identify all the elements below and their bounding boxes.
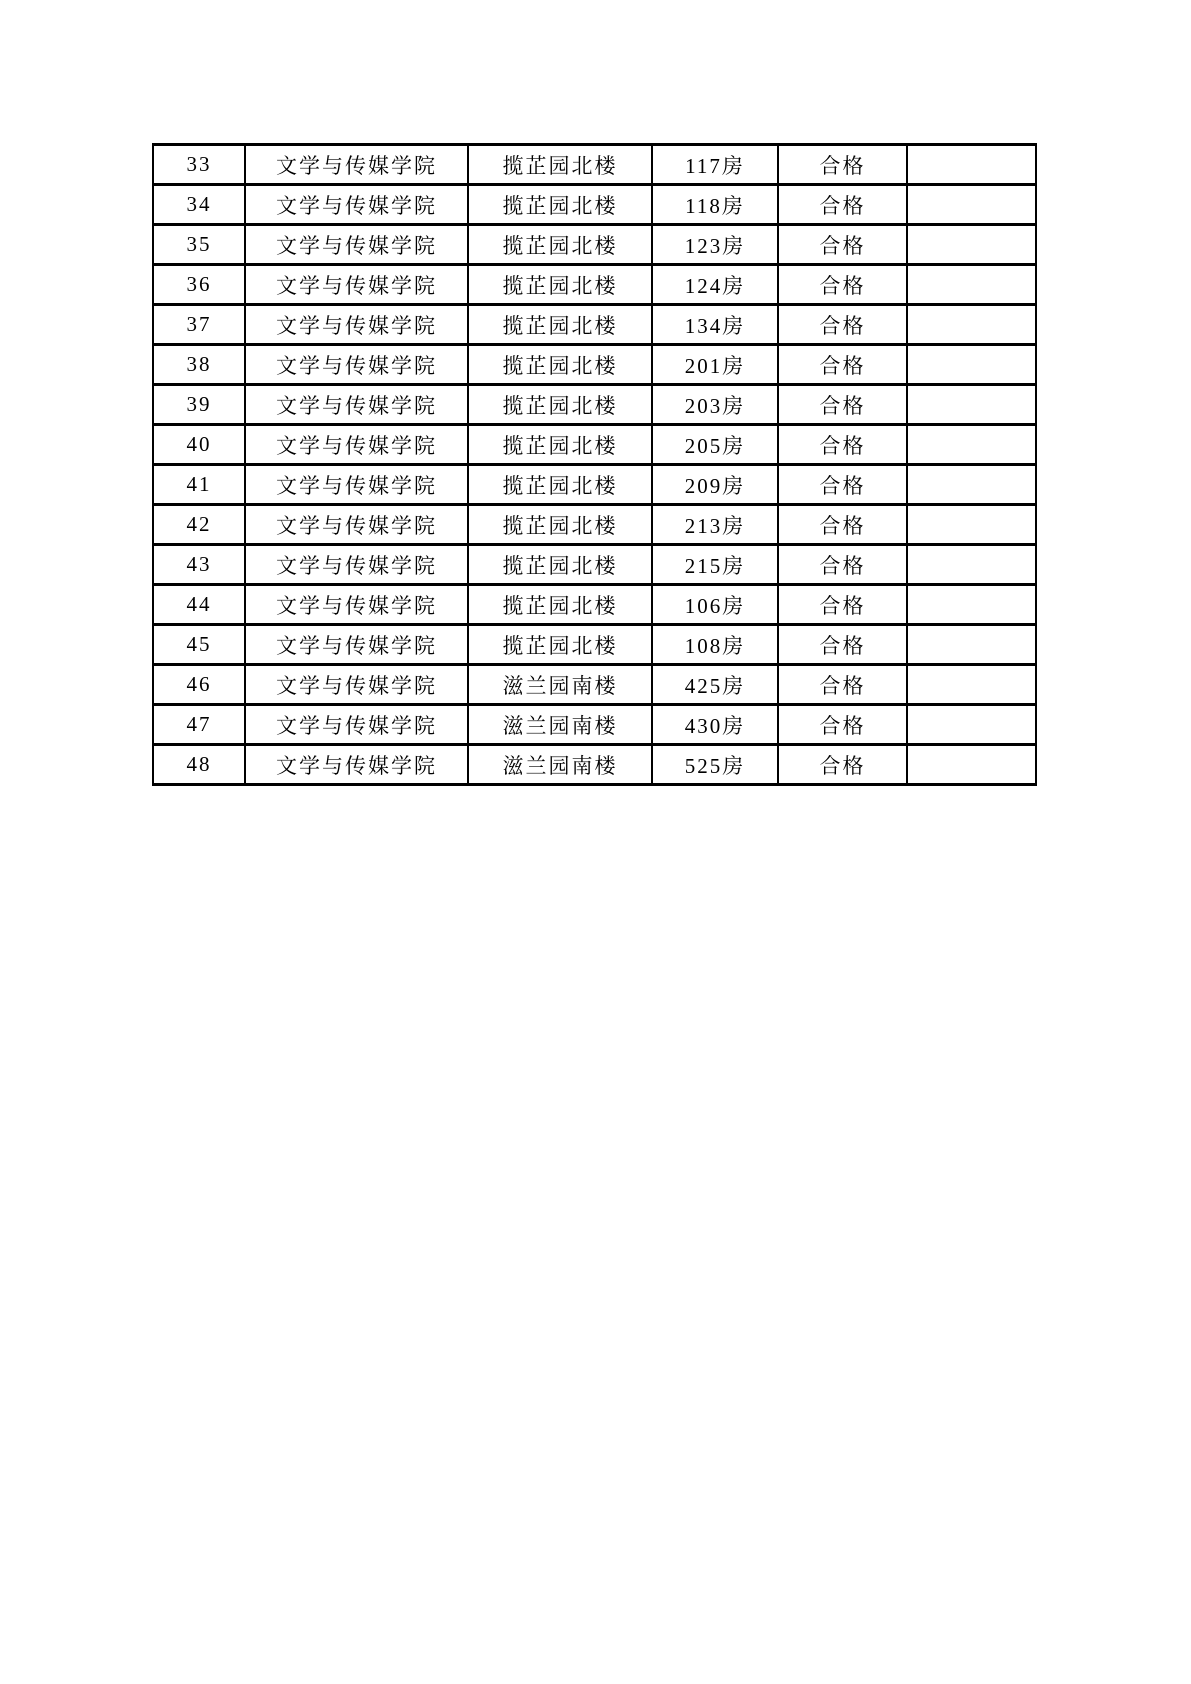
cell-room: 205房 (652, 425, 778, 465)
cell-remark (907, 345, 1036, 385)
cell-remark (907, 425, 1036, 465)
cell-remark (907, 665, 1036, 705)
table-row (153, 425, 1036, 465)
cell-college: 文学与传媒学院 (245, 225, 468, 265)
cell-college: 文学与传媒学院 (245, 185, 468, 225)
cell-result: 合格 (778, 345, 907, 385)
cell-result: 合格 (778, 505, 907, 545)
cell-result: 合格 (778, 265, 907, 305)
cell-index: 47 (153, 705, 245, 745)
cell-index: 40 (153, 425, 245, 465)
table-row (153, 185, 1036, 225)
cell-building: 揽芷园北楼 (468, 265, 652, 305)
cell-result: 合格 (778, 665, 907, 705)
table-row (153, 705, 1036, 745)
cell-remark (907, 705, 1036, 745)
cell-result: 合格 (778, 545, 907, 585)
table-row (153, 385, 1036, 425)
cell-building: 揽芷园北楼 (468, 185, 652, 225)
cell-college: 文学与传媒学院 (245, 145, 468, 185)
cell-result: 合格 (778, 385, 907, 425)
cell-remark (907, 385, 1036, 425)
cell-building: 揽芷园北楼 (468, 385, 652, 425)
cell-index: 44 (153, 585, 245, 625)
cell-result: 合格 (778, 145, 907, 185)
cell-building: 揽芷园北楼 (468, 625, 652, 665)
cell-result: 合格 (778, 625, 907, 665)
cell-building: 揽芷园北楼 (468, 505, 652, 545)
inspection-table-body (153, 145, 1036, 785)
cell-room: 201房 (652, 345, 778, 385)
cell-index: 48 (153, 745, 245, 785)
cell-room: 118房 (652, 185, 778, 225)
table-row (153, 145, 1036, 185)
cell-result: 合格 (778, 185, 907, 225)
cell-college: 文学与传媒学院 (245, 705, 468, 745)
cell-room: 209房 (652, 465, 778, 505)
cell-room: 430房 (652, 705, 778, 745)
cell-remark (907, 185, 1036, 225)
cell-remark (907, 505, 1036, 545)
table-row (153, 225, 1036, 265)
table-row (153, 585, 1036, 625)
cell-room: 117房 (652, 145, 778, 185)
table-row (153, 345, 1036, 385)
cell-remark (907, 745, 1036, 785)
cell-index: 36 (153, 265, 245, 305)
table-row (153, 745, 1036, 785)
table-row (153, 545, 1036, 585)
cell-room: 203房 (652, 385, 778, 425)
cell-college: 文学与传媒学院 (245, 265, 468, 305)
cell-result: 合格 (778, 305, 907, 345)
cell-remark (907, 265, 1036, 305)
cell-building: 揽芷园北楼 (468, 425, 652, 465)
cell-remark (907, 225, 1036, 265)
cell-room: 123房 (652, 225, 778, 265)
cell-college: 文学与传媒学院 (245, 425, 468, 465)
cell-college: 文学与传媒学院 (245, 625, 468, 665)
cell-room: 215房 (652, 545, 778, 585)
cell-college: 文学与传媒学院 (245, 385, 468, 425)
cell-building: 滋兰园南楼 (468, 665, 652, 705)
cell-index: 45 (153, 625, 245, 665)
cell-index: 43 (153, 545, 245, 585)
cell-college: 文学与传媒学院 (245, 465, 468, 505)
cell-remark (907, 305, 1036, 345)
cell-room: 425房 (652, 665, 778, 705)
table-row (153, 505, 1036, 545)
cell-college: 文学与传媒学院 (245, 505, 468, 545)
table-row (153, 665, 1036, 705)
table-row (153, 625, 1036, 665)
cell-college: 文学与传媒学院 (245, 305, 468, 345)
cell-building: 揽芷园北楼 (468, 465, 652, 505)
table-row (153, 265, 1036, 305)
inspection-table (152, 143, 1037, 786)
cell-building: 揽芷园北楼 (468, 545, 652, 585)
cell-index: 37 (153, 305, 245, 345)
cell-index: 39 (153, 385, 245, 425)
cell-remark (907, 625, 1036, 665)
cell-college: 文学与传媒学院 (245, 585, 468, 625)
cell-index: 42 (153, 505, 245, 545)
cell-room: 124房 (652, 265, 778, 305)
cell-building: 揽芷园北楼 (468, 345, 652, 385)
cell-remark (907, 145, 1036, 185)
cell-building: 滋兰园南楼 (468, 745, 652, 785)
cell-index: 46 (153, 665, 245, 705)
cell-index: 34 (153, 185, 245, 225)
cell-college: 文学与传媒学院 (245, 545, 468, 585)
table-row (153, 465, 1036, 505)
cell-building: 揽芷园北楼 (468, 145, 652, 185)
cell-building: 揽芷园北楼 (468, 585, 652, 625)
cell-result: 合格 (778, 465, 907, 505)
cell-remark (907, 585, 1036, 625)
cell-result: 合格 (778, 705, 907, 745)
cell-index: 33 (153, 145, 245, 185)
cell-index: 38 (153, 345, 245, 385)
cell-building: 滋兰园南楼 (468, 705, 652, 745)
table-row (153, 305, 1036, 345)
cell-room: 108房 (652, 625, 778, 665)
cell-room: 106房 (652, 585, 778, 625)
cell-room: 525房 (652, 745, 778, 785)
cell-room: 134房 (652, 305, 778, 345)
cell-room: 213房 (652, 505, 778, 545)
cell-college: 文学与传媒学院 (245, 745, 468, 785)
cell-result: 合格 (778, 225, 907, 265)
cell-college: 文学与传媒学院 (245, 345, 468, 385)
cell-remark (907, 465, 1036, 505)
cell-result: 合格 (778, 425, 907, 465)
cell-result: 合格 (778, 585, 907, 625)
cell-building: 揽芷园北楼 (468, 225, 652, 265)
cell-college: 文学与传媒学院 (245, 665, 468, 705)
cell-building: 揽芷园北楼 (468, 305, 652, 345)
cell-remark (907, 545, 1036, 585)
cell-index: 41 (153, 465, 245, 505)
cell-result: 合格 (778, 745, 907, 785)
cell-index: 35 (153, 225, 245, 265)
